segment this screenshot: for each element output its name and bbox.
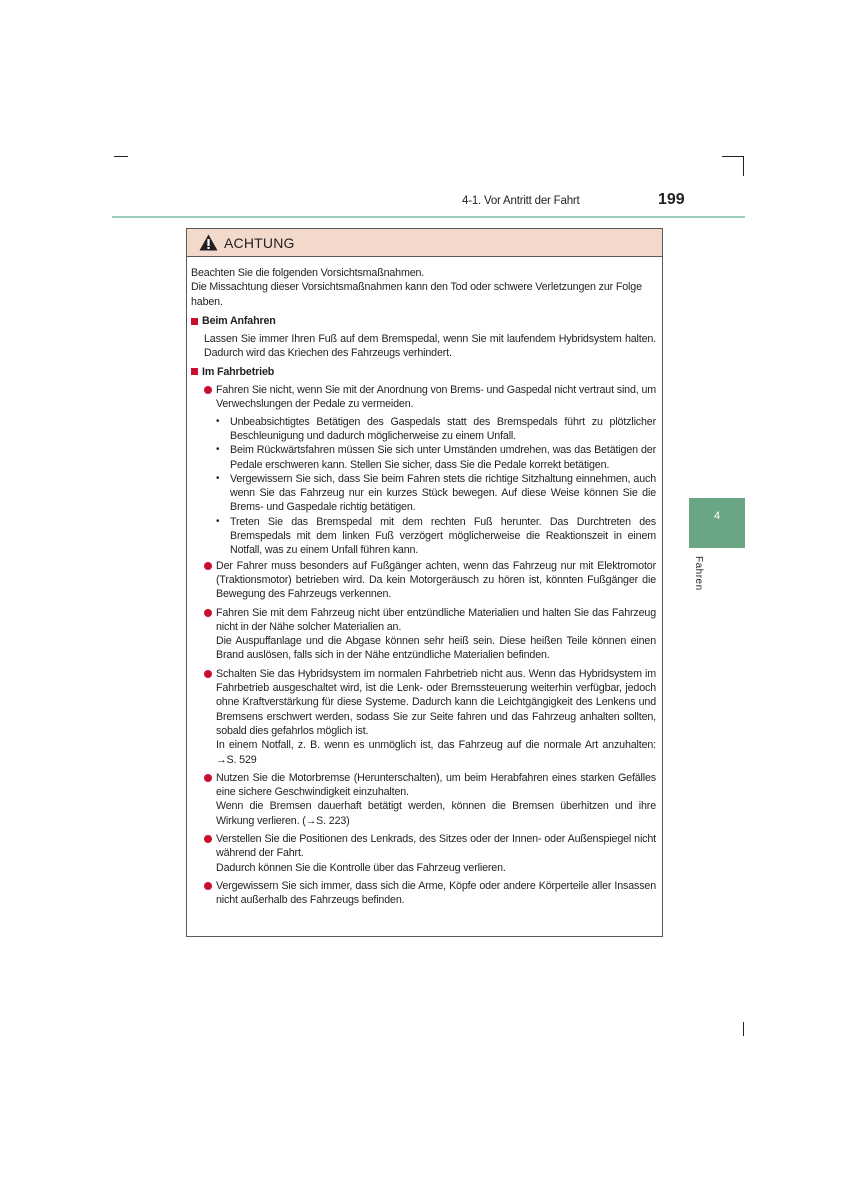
page-number: 199	[658, 191, 685, 208]
sub-list-item: • Unbeabsichtigtes Betätigen des Gaspedals statt des Bremspedals führt zu plötzlicher Beschleunigung und dadurch möglicherweise zu einem Unfall.	[216, 415, 656, 442]
chapter-number: 4	[713, 510, 721, 522]
square-bullet-icon	[191, 368, 198, 375]
header-rule	[112, 216, 745, 218]
red-dot-bullet-icon	[204, 670, 212, 678]
crop-mark	[114, 156, 128, 157]
warning-triangle-icon	[199, 234, 218, 251]
list-item: Verstellen Sie die Positionen des Lenkrads, des Sitzes oder der Innen- oder Außenspiegel nicht während der Fahrt. Dadurch können Sie die Kontrolle über das Fahrzeug verlieren.	[204, 832, 656, 875]
red-dot-bullet-icon	[204, 386, 212, 394]
sub-list-item: • Vergewissern Sie sich, dass Sie beim Fahren stets die richtige Sitzhaltung einnehmen, auch wenn Sie das Fahrzeug nur ein kurzes Stück bewegen. Auf diese Weise können Sie die Brems- und Gaspedale richtig betätigen.	[216, 472, 656, 514]
chapter-tab[interactable]	[689, 498, 745, 548]
red-dot-bullet-icon	[204, 562, 212, 570]
section-heading: Beim Anfahren	[191, 314, 656, 328]
red-dot-bullet-icon	[204, 609, 212, 617]
red-dot-bullet-icon	[204, 835, 212, 843]
red-dot-bullet-icon	[204, 774, 212, 782]
sub-list-item: • Treten Sie das Bremspedal mit dem rechten Fuß herunter. Das Durchtreten des Bremspedals mit dem linken Fuß verzögert möglicherweise die Reaktionszeit in einem Notfall, was zu einem Unfall führen kann.	[216, 515, 656, 557]
item-list	[191, 383, 656, 907]
crop-mark	[722, 156, 744, 157]
chapter-label: Fahren	[693, 556, 704, 591]
list-item: Schalten Sie das Hybridsystem im normalen Fahrbetrieb nicht aus. Wenn das Hybridsystem im Fahrbetrieb ausgeschaltet wird, ist die Lenk- oder Bremssteuerung weiterhin verfügbar, jedoch ohne Kraftverstärkung für diese Systeme. Dadurch kann die Leichtgängigkeit des Lenkens und Bremsens erschwert werden, sodass Sie zur Seite fahren und das Fahrzeug anhalten sollten, sobald dies gefahrlos möglich ist. In einem Notfall, z. B. wenn es unmöglich ist, das Fahrzeug auf die normale Art anzuhalten: →S. 529	[204, 667, 656, 767]
red-dot-bullet-icon	[204, 882, 212, 890]
warning-body	[187, 257, 662, 907]
sub-list-item: • Beim Rückwärtsfahren müssen Sie sich unter Umständen umdrehen, was das Betätigen der Pedale erschweren kann. Stellen Sie sicher, dass Sie die Pedale korrekt betätigen.	[216, 444, 656, 471]
sub-list	[216, 415, 656, 558]
crop-mark	[743, 156, 744, 176]
square-bullet-icon	[191, 318, 198, 325]
section-heading: Im Fahrbetrieb	[191, 365, 656, 379]
list-item: Fahren Sie nicht, wenn Sie mit der Anordnung von Brems- und Gaspedal nicht vertraut sind, um Verwechslungen der Pedale zu vermeiden. • Unbeabsichtigtes Betätigen des Gaspedals statt des Bremspedals führt zu plötzlicher Beschleunigung und dadurch möglicherweise zu einem Unfall. • Beim Rückwärtsfahren müssen Sie sich unter Umständen umdrehen, was das Betätigen der Pedale erschweren kann. Stellen Sie sicher, dass Sie die Pedale korrekt betätigen. • Vergewissern Sie sich, dass Sie beim Fahren stets die richtige Sitzhaltung einnehmen, auch wenn Sie das Fahrzeug nur ein kurzes Stück bewegen. Auf diese Weise können Sie die Brems- und Gaspedale richtig betätigen. • Treten Sie das Bremspedal mit dem rechten Fuß herunter. Das Durchtreten des Bremspedals mit dem linken Fuß verzögert möglicherweise die Reaktionszeit in einem Notfall, was zu einem Unfall führen kann.	[204, 383, 656, 559]
list-item: Fahren Sie mit dem Fahrzeug nicht über entzündliche Materialien und halten Sie das Fahrzeug nicht in der Nähe solcher Materialien an. Die Auspuffanlage und die Abgase können sehr heiß sein. Diese heißen Teile können einen Brand auslösen, falls sich in der Nähe entzündliche Materialien befinden.	[204, 606, 656, 663]
list-item: Nutzen Sie die Motorbremse (Herunterschalten), um beim Herabfahren eines starken Gefälles eine sichere Geschwindigkeit einzuhalten. Wenn die Bremsen dauerhaft betätigt werden, können die Bremsen überhitzen und ihre Wirkung verlieren. (→S. 223)	[204, 771, 656, 828]
warning-box	[186, 228, 663, 937]
list-item: Der Fahrer muss besonders auf Fußgänger achten, wenn das Fahrzeug nur mit Elektromotor (Traktionsmotor) betrieben wird. Da kein Motorgeräusch zu hören ist, könnten Fußgänger die Bewegung des Fahrzeugs verkennen.	[204, 559, 656, 602]
crop-mark	[743, 1022, 744, 1036]
section-title: 4-1. Vor Antritt der Fahrt	[462, 195, 580, 207]
intro-line: Die Missachtung dieser Vorsichtsmaßnahmen kann den Tod oder schwere Verletzungen zur Folge haben.	[191, 281, 642, 308]
section-paragraph: Lassen Sie immer Ihren Fuß auf dem Bremspedal, wenn Sie mit laufendem Hybridsystem halten. Dadurch wird das Kriechen des Fahrzeugs verhindert.	[204, 333, 656, 360]
list-item: Vergewissern Sie sich immer, dass sich die Arme, Köpfe oder andere Körperteile aller Insassen nicht außerhalb des Fahrzeugs befinden.	[204, 879, 656, 908]
warning-intro	[191, 266, 656, 309]
intro-line: Beachten Sie die folgenden Vorsichtsmaßnahmen.	[191, 267, 425, 279]
warning-header	[187, 229, 662, 257]
warning-title: ACHTUNG	[224, 234, 295, 251]
